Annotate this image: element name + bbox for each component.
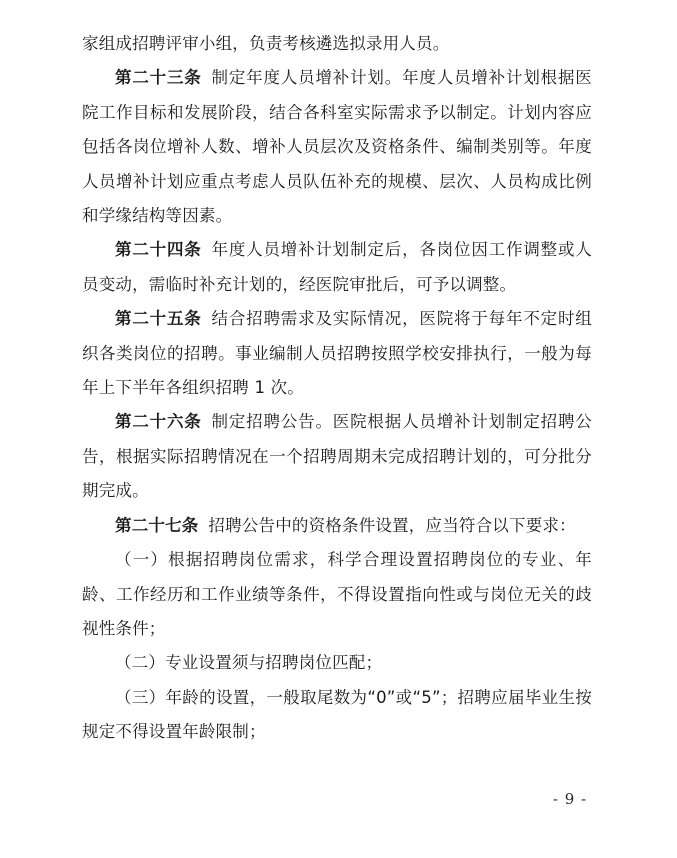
document-body <box>82 27 592 750</box>
paragraph-text: （一）根据招聘岗位需求，科学合理设置招聘岗位的专业、年龄、工作经历和工作业绩等条件，不得设置指向性或与岗位无关的歧视性条件； <box>82 550 592 638</box>
article-heading: 第二十五条 <box>115 309 202 329</box>
paragraph-text: 年度人员增补计划制定后，各岗位因工作调整或人员变动，需临时补充计划的，经医院审批后，可予以调整。 <box>82 240 593 294</box>
list-item-paragraph <box>82 681 592 750</box>
paragraph-text: 招聘公告中的资格条件设置，应当符合以下要求： <box>208 515 576 535</box>
article-paragraph <box>82 233 592 302</box>
article-heading: 第二十三条 <box>115 68 202 88</box>
article-heading: 第二十四条 <box>115 240 202 260</box>
article-paragraph <box>82 61 592 233</box>
paragraph-text: 结合招聘需求及实际情况，医院将于每年不定时组织各类岗位的招聘。事业编制人员招聘按照学校安排执行，一般为每年上下半年各组织招聘 1 次。 <box>82 309 593 398</box>
paragraph-text: （二）专业设置须与招聘岗位匹配； <box>115 653 383 673</box>
article-paragraph <box>82 405 592 508</box>
paragraph-text: 制定招聘公告。医院根据人员增补计划制定招聘公告，根据实际招聘情况在一个招聘周期未完成招聘计划的，可分批分期完成。 <box>82 412 593 501</box>
list-item-paragraph <box>82 543 592 646</box>
paragraph <box>82 27 592 61</box>
page-number: - 9 - <box>552 790 588 808</box>
article-heading: 第二十六条 <box>115 412 202 432</box>
article-paragraph <box>82 509 592 543</box>
paragraph-text: 制定年度人员增补计划。年度人员增补计划根据医院工作目标和发展阶段，结合各科室实际需求予以制定。计划内容应包括各岗位增补人数、增补人员层次及资格条件、编制类别等。年度人员增补计划应重点考虑人员队伍补充的规模、层次、人员构成比例和学缘结构等因素。 <box>82 68 593 226</box>
paragraph-text: 家组成招聘评审小组，负责考核遴选拟录用人员。 <box>82 34 450 53</box>
article-paragraph <box>82 302 592 405</box>
article-heading: 第二十七条 <box>115 515 199 535</box>
paragraph-text: （三）年龄的设置，一般取尾数为“0”或“5”；招聘应届毕业生按规定不得设置年龄限制； <box>82 687 592 742</box>
list-item-paragraph <box>82 646 592 680</box>
